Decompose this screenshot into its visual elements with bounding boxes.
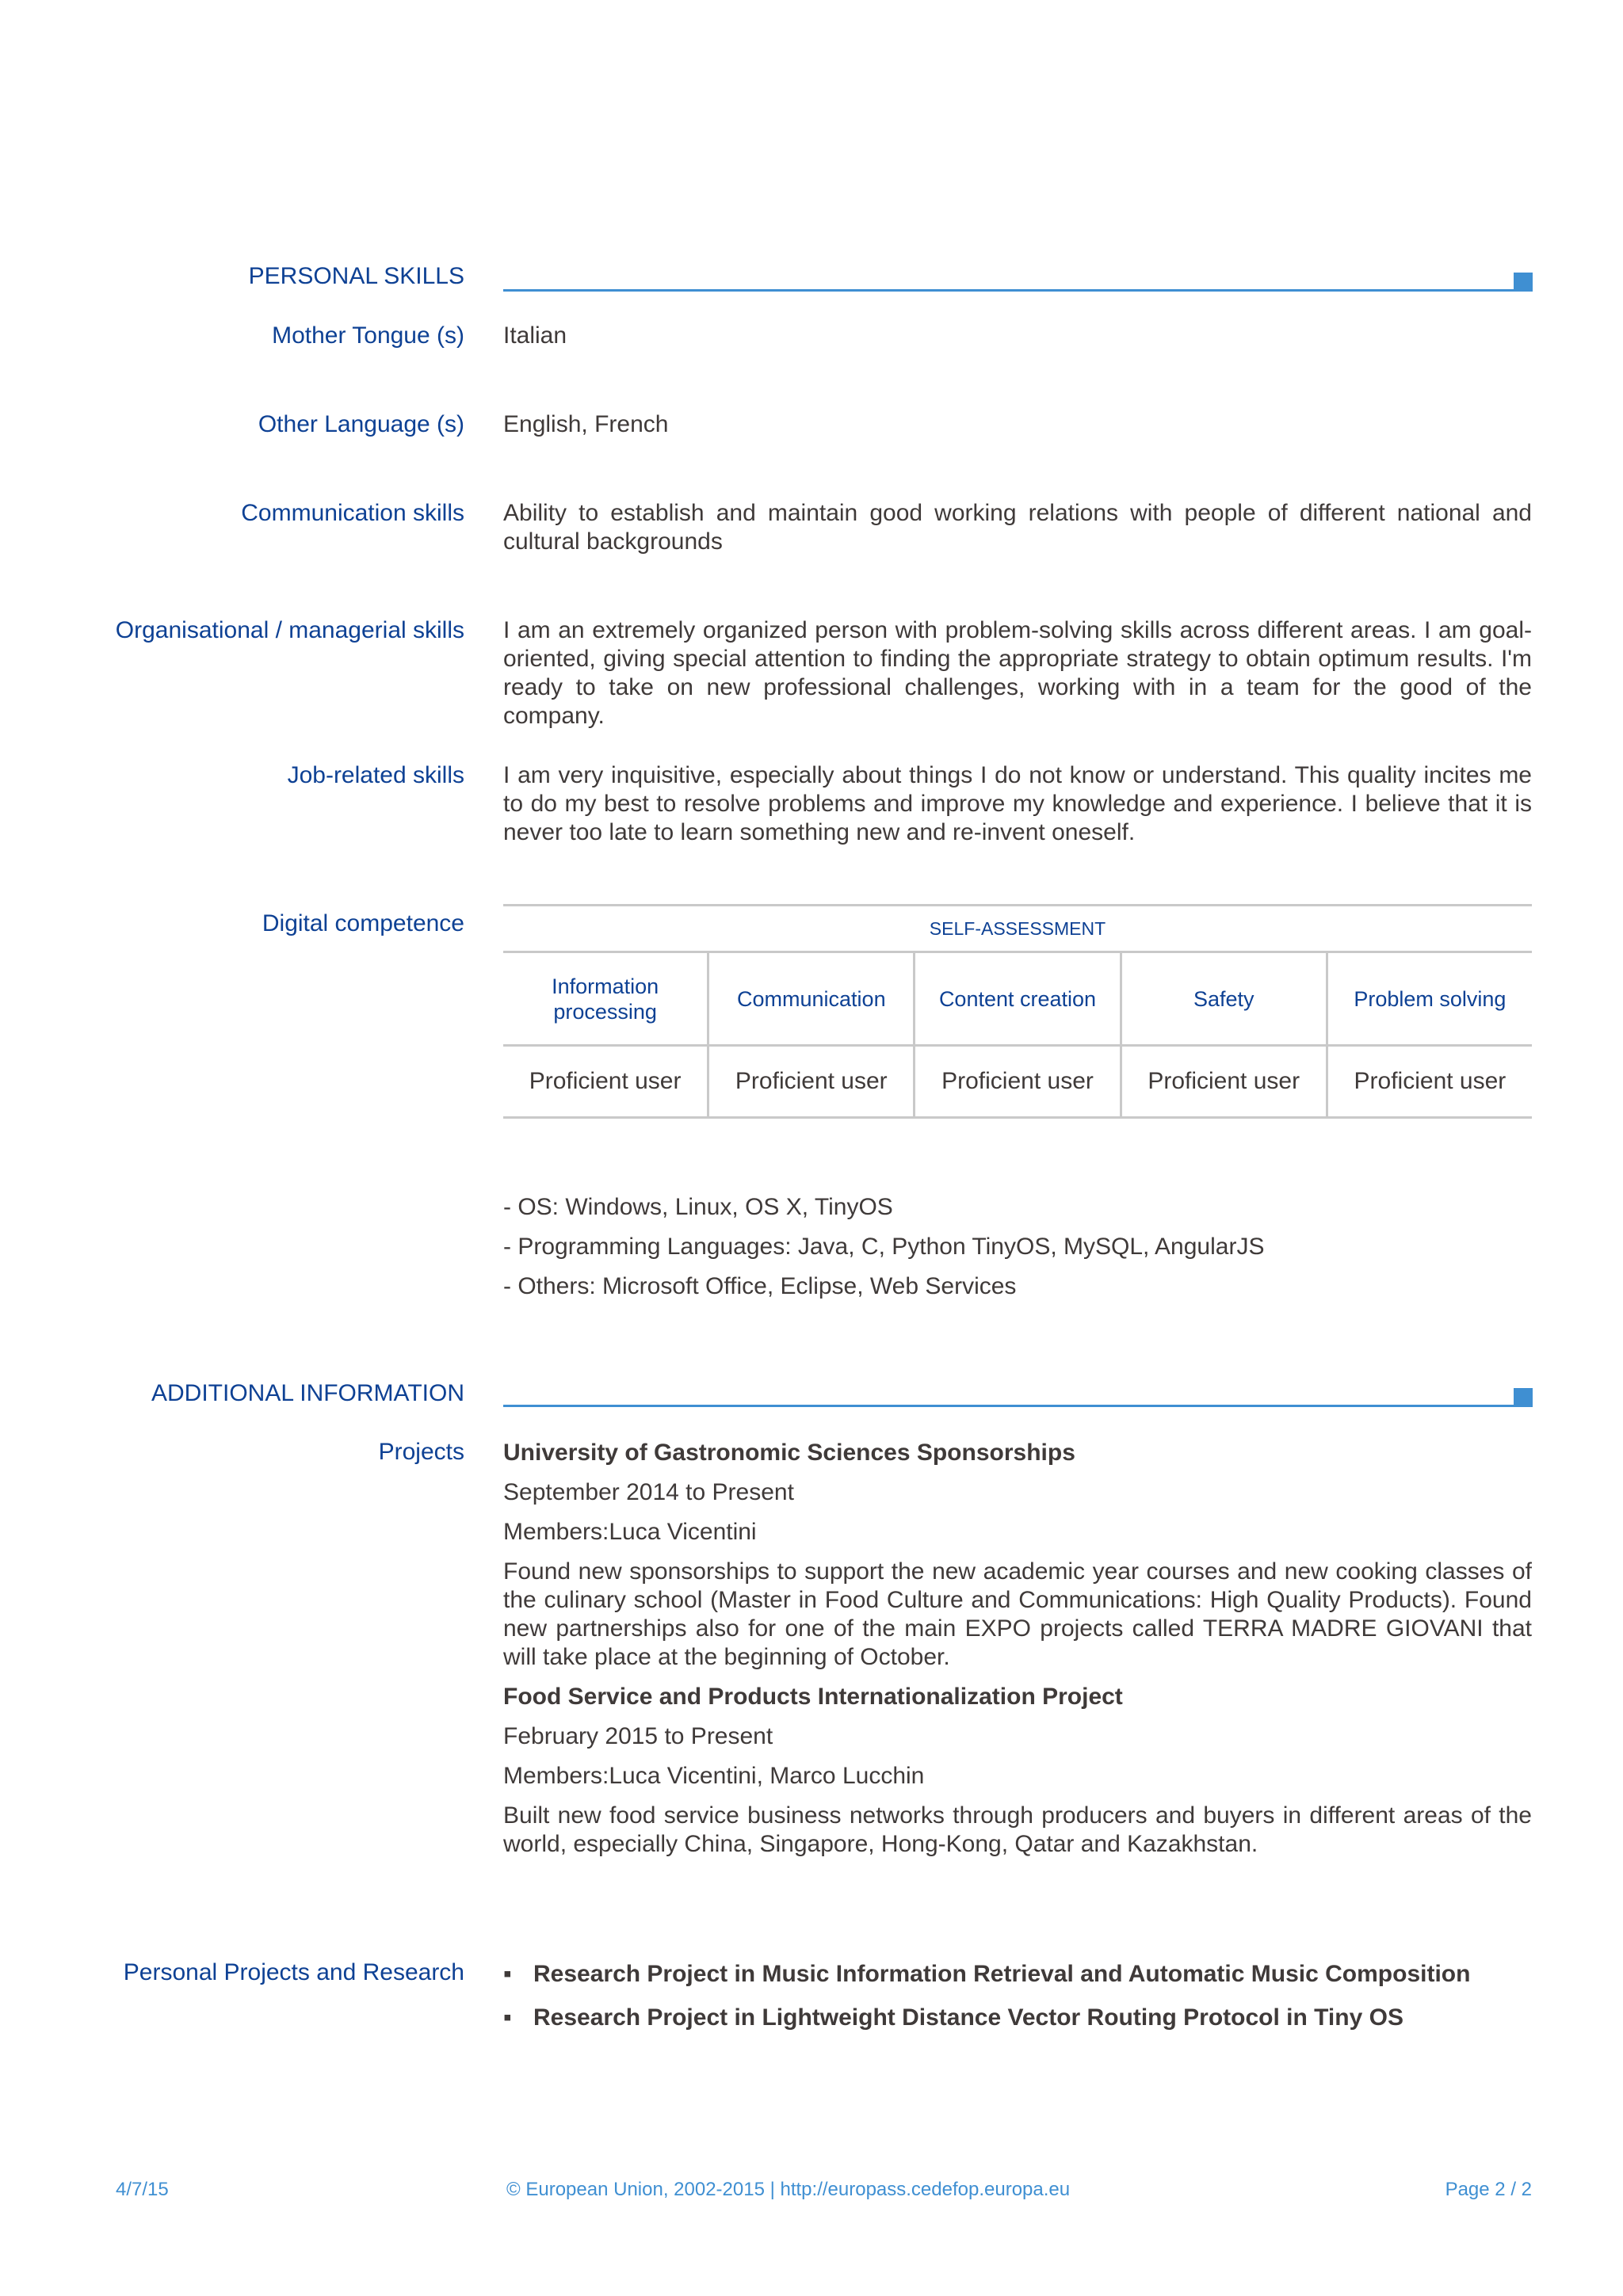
self-assessment-table	[503, 904, 1532, 1119]
header-information-processing: Information processing	[552, 974, 659, 1024]
project-description: Found new sponsorships to support the new academic year courses and new cooking classes of the culinary school (Master in Food Culture and Communications: High Quality Products). Found new partnerships also for one of the main EXPO projects called TERRA MADRE GIOVANI that will take place at the beginning of October.	[503, 1558, 1532, 1670]
value-communication-skills: Ability to establish and maintain good working relations with people of different national and cultural backgrounds	[503, 500, 1532, 555]
section-marker-square	[1514, 1388, 1533, 1407]
value-organisational-skills: I am an extremely organized person with problem-solving skills across different areas. I am goal-oriented, giving special attention to finding the appropriate strategy to obtain optimum results. I'm ready to take on new professional challenges, working with in a team for the good of the company.	[503, 617, 1532, 729]
footer-date: 4/7/15	[116, 2179, 169, 2200]
value-communication: Proficient user	[707, 1047, 913, 1116]
footer-copyright: © European Union, 2002-2015 | http://europass.cedefop.europa.eu	[506, 2179, 1071, 2200]
value-problem-solving: Proficient user	[1326, 1047, 1532, 1116]
header-communication: Communication	[707, 953, 913, 1044]
label-projects: Projects	[378, 1439, 464, 1465]
label-job-related-skills: Job-related skills	[287, 762, 464, 788]
project-dates: September 2014 to Present	[503, 1479, 794, 1505]
project-dates: February 2015 to Present	[503, 1723, 773, 1749]
value-other-language: English, French	[503, 411, 669, 437]
section-heading-additional-information: ADDITIONAL INFORMATION	[151, 1380, 464, 1406]
list-item	[503, 1960, 1470, 1989]
value-job-related-skills: I am very inquisitive, especially about things I do not know or understand. This quality incites me to do my best to resolve problems and improve my knowledge and experience. I believe that it is never too late to learn something new and re-invent oneself.	[503, 762, 1532, 845]
section-rule	[503, 289, 1514, 292]
table-value-row	[503, 1047, 1532, 1116]
value-safety: Proficient user	[1120, 1047, 1326, 1116]
value-information-processing: Proficient user	[529, 1068, 682, 1094]
self-assessment-title: SELF-ASSESSMENT	[929, 918, 1106, 939]
project-members: Members:Luca Vicentini	[503, 1519, 757, 1545]
label-communication-skills: Communication skills	[241, 500, 464, 526]
table-rule	[503, 1116, 1532, 1119]
table-header-row	[503, 953, 1532, 1044]
digital-list-item: - Others: Microsoft Office, Eclipse, Web Services	[503, 1273, 1017, 1299]
label-personal-projects: Personal Projects and Research	[123, 1959, 464, 1985]
section-marker-square	[1514, 273, 1533, 292]
research-project-title: Research Project in Music Information Retrieval and Automatic Music Composition	[533, 1961, 1471, 1987]
section-heading-personal-skills: PERSONAL SKILLS	[248, 263, 464, 289]
section-rule	[503, 1405, 1514, 1407]
digital-list-item: - OS: Windows, Linux, OS X, TinyOS	[503, 1194, 893, 1220]
label-digital-competence: Digital competence	[262, 910, 464, 936]
bullet-icon: ▪	[503, 1961, 512, 1987]
value-mother-tongue: Italian	[503, 322, 567, 349]
project-title: Food Service and Products Internationalization Project	[503, 1684, 1123, 1710]
header-content-creation: Content creation	[913, 953, 1119, 1044]
label-organisational-skills: Organisational / managerial skills	[115, 617, 464, 643]
footer-page-number: Page 2 / 2	[1445, 2179, 1532, 2200]
bullet-icon: ▪	[503, 2004, 512, 2031]
project-description: Built new food service business networks through producers and buyers in different areas of the world, especially China, Singapore, Hong-Kong, Qatar and Kazakhstan.	[503, 1802, 1532, 1857]
project-title: University of Gastronomic Sciences Sponsorships	[503, 1440, 1075, 1466]
research-project-title: Research Project in Lightweight Distance Vector Routing Protocol in Tiny OS	[533, 2004, 1403, 2031]
label-other-language: Other Language (s)	[258, 411, 464, 437]
list-item	[503, 2004, 1403, 2032]
project-members: Members:Luca Vicentini, Marco Lucchin	[503, 1763, 925, 1789]
header-safety: Safety	[1120, 953, 1326, 1044]
value-content-creation: Proficient user	[913, 1047, 1119, 1116]
label-mother-tongue: Mother Tongue (s)	[272, 322, 464, 349]
digital-list-item: - Programming Languages: Java, C, Python TinyOS, MySQL, AngularJS	[503, 1234, 1265, 1260]
header-problem-solving: Problem solving	[1326, 953, 1532, 1044]
